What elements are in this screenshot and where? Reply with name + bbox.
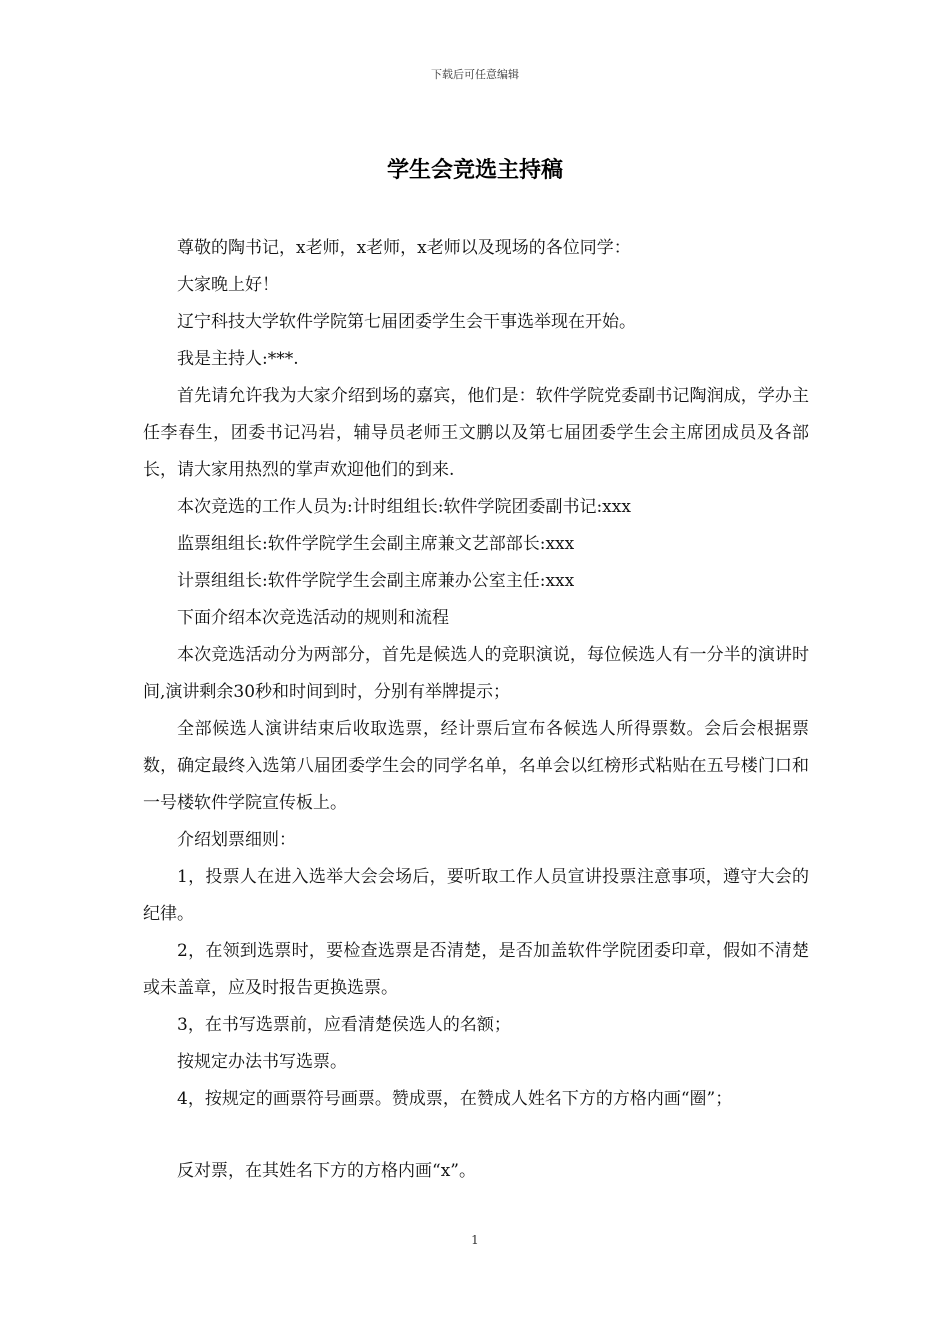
paragraph-guests: 首先请允许我为大家介绍到场的嘉宾，他们是：软件学院党委副书记陶润成，学办主任李春生，团委书记冯岩，辅导员老师王文鹏以及第七届团委学生会主席团成员及各部长，请大家用热烈的掌声欢迎他们的到来. (143, 386, 809, 480)
page-header-note: 下载后可任意编辑 (431, 68, 519, 81)
paragraph-rules-speech: 本次竞选活动分为两部分，首先是候选人的竞职演说，每位候选人有一分半的演讲时间,演讲剩余30秒和时间到时，分别有举牌提示； (143, 645, 809, 702)
paragraph-rule-3: 3，在书写选票前，应看清楚侯选人的名额； (177, 1015, 511, 1035)
paragraph-rule-4-cont: 反对票，在其姓名下方的方格内画“x”。 (177, 1161, 476, 1181)
document-title: 学生会竞选主持稿 (386, 157, 563, 183)
page-number: 1 (471, 1233, 479, 1247)
paragraph-rules-counting: 全部候选人演讲结束后收取选票，经计票后宣布各候选人所得票数。会后会根据票数，确定最终入选第八届团委学生会的同学名单，名单会以红榜形式粘贴在五号楼门口和一号楼软件学院宣传板上。 (143, 719, 809, 813)
paragraph-rule-1: 1，投票人在进入选举大会会场后，要听取工作人员宣讲投票注意事项，遵守大会的纪律。 (143, 867, 809, 924)
paragraph-rule-4: 4，按规定的画票符号画票。赞成票，在赞成人姓名下方的方格内画“圈”； (177, 1089, 733, 1109)
document-body (143, 230, 809, 1190)
paragraph-rule-3-cont: 按规定办法书写选票。 (177, 1052, 347, 1072)
paragraph-staff-counter: 计票组组长:软件学院学生会副主席兼办公室主任:xxx (177, 571, 575, 591)
paragraph-voting-details: 介绍划票细则： (177, 830, 296, 850)
paragraph-host: 我是主持人:***. (177, 349, 299, 369)
paragraph-election-start: 辽宁科技大学软件学院第七届团委学生会干事选举现在开始。 (177, 312, 636, 332)
paragraph-rules-intro: 下面介绍本次竞选活动的规则和流程 (177, 608, 449, 628)
paragraph-staff-monitor: 监票组组长:软件学院学生会副主席兼文艺部部长:xxx (177, 534, 575, 554)
paragraph-staff-timekeeper: 本次竞选的工作人员为:计时组组长:软件学院团委副书记:xxx (177, 497, 631, 517)
paragraph-rule-2: 2，在领到选票时，要检查选票是否清楚，是否加盖软件学院团委印章，假如不清楚或未盖章，应及时报告更换选票。 (143, 941, 809, 998)
paragraph-greeting: 大家晚上好！ (177, 275, 279, 295)
paragraph-greeting-addressees: 尊敬的陶书记，x老师，x老师，x老师以及现场的各位同学： (177, 238, 631, 258)
